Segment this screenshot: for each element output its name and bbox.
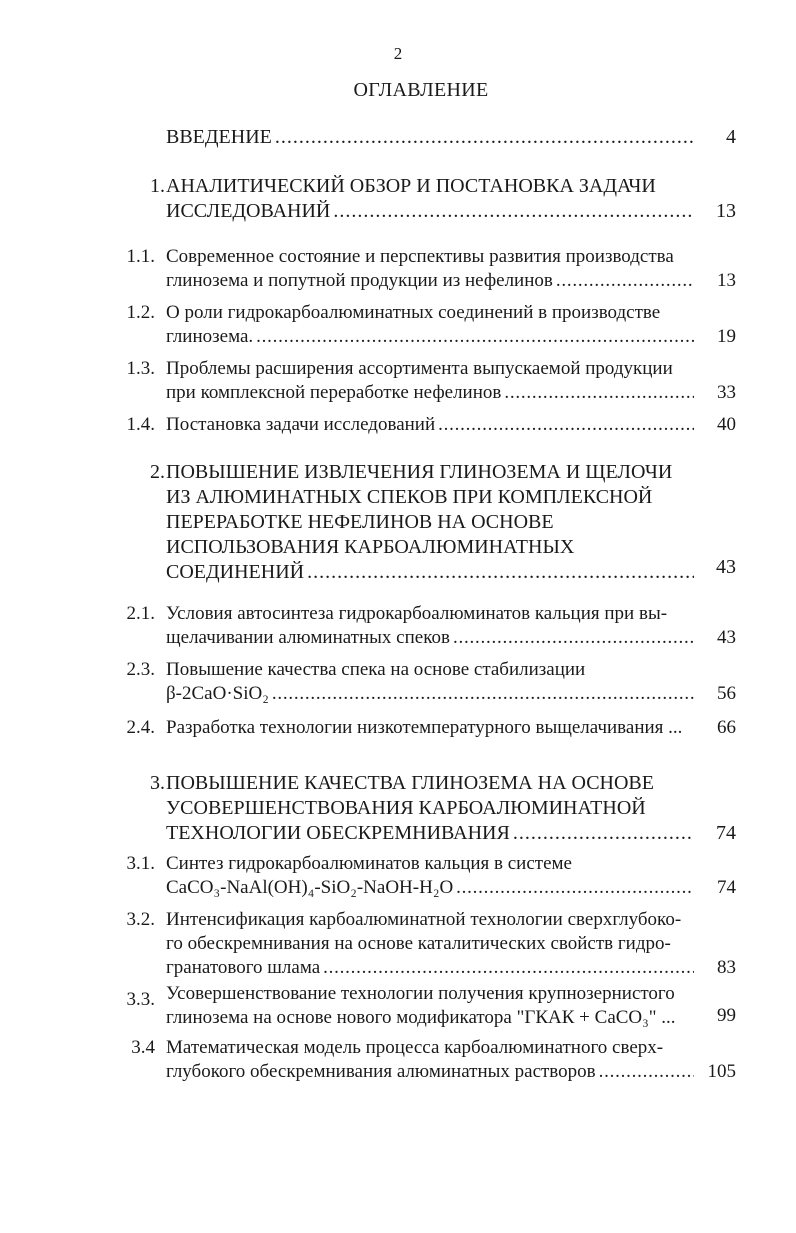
toc-entry-text: Проблемы расширения ассортимента выпускаемой продукции при комплексной переработке нефелинов . . .	[166, 357, 694, 405]
toc-entry-number: 1.4.	[126, 414, 155, 435]
toc-entry-number: 3.4	[131, 1037, 155, 1058]
dot-leader	[453, 626, 694, 650]
toc-entry-text: Разработка технологии низкотемпературного выщелачивания ...	[166, 717, 683, 738]
toc-page-number: 66	[717, 717, 736, 738]
toc-page-number: 43	[716, 556, 736, 578]
toc-page-number: 74	[716, 822, 736, 844]
toc-entry-text: Математическая модель процесса карбоалюминатного сверх- глубокого обескремнивания алюминатных растворов . . .	[166, 1036, 694, 1084]
toc-entry-number: 3.2.	[126, 909, 155, 930]
toc-page-number: 13	[716, 200, 736, 222]
toc-entry-number: 1.3.	[126, 358, 155, 379]
page-title: ОГЛАВЛЕНИЕ	[353, 79, 489, 101]
toc-entry-text: О роли гидрокарбоалюминатных соединений в производстве глинозема. . . .	[166, 301, 694, 349]
toc-entry-number: 1.1.	[126, 246, 155, 267]
toc-entry-text: Повышение качества спека на основе стабилизации β-2CaO·SiO₂ . . .	[166, 658, 694, 706]
dot-leader	[599, 1060, 694, 1084]
toc-page-number: 99	[717, 1005, 736, 1026]
dot-leader	[556, 269, 694, 293]
dot-leader	[275, 125, 694, 150]
toc-page-number: 43	[717, 627, 736, 648]
toc-entry-number: 2.	[150, 461, 165, 483]
toc-entry-text: ПОВЫШЕНИЕ ИЗВЛЕЧЕНИЯ ГЛИНОЗЕМА И ЩЕЛОЧИ ИЗ АЛЮМИНАТНЫХ СПЕКОВ ПРИ КОМПЛЕКСНОЙ ПЕРЕРАБОТКЕ НЕФЕЛИНОВ НА ОСНОВЕ ИСПОЛЬЗОВАНИЯ КАРБОАЛЮМИНАТНЫХ СОЕДИНЕНИЙ . . .	[166, 460, 694, 585]
toc-entry-text: ВВЕДЕНИЕ . . .	[166, 125, 694, 150]
toc-entry-text: Интенсификация карбоалюминатной технологии сверхглубоко- го обескремнивания на основе каталитических свойств гидро- гранатового шлама . . .	[166, 908, 694, 980]
toc-entry-number: 3.3.	[126, 989, 155, 1010]
dot-leader	[438, 413, 694, 437]
toc-page-number: 83	[717, 957, 736, 978]
toc-entry-text: Усовершенствование технологии получения крупнозернистого глинозема на основе нового модификатора "ГКАК + CaCO₃" ...	[166, 983, 676, 1028]
toc-entry-number: 2.1.	[126, 603, 155, 624]
toc-entry-text: Условия автосинтеза гидрокарбоалюминатов кальция при вы- щелачивании алюминатных спеков . . .	[166, 602, 694, 650]
toc-entry-number: 1.	[150, 175, 165, 197]
toc-page-number: 4	[726, 126, 736, 148]
toc-page-number: 105	[707, 1061, 736, 1082]
toc-page-number: 13	[717, 270, 736, 291]
toc-page-number: 74	[717, 877, 736, 898]
toc-page-number: 56	[717, 683, 736, 704]
page-number: 2	[393, 44, 403, 63]
toc-entry-text: ПОВЫШЕНИЕ КАЧЕСТВА ГЛИНОЗЕМА НА ОСНОВЕ УСОВЕРШЕНСТВОВАНИЯ КАРБОАЛЮМИНАТНОЙ ТЕХНОЛОГИИ ОБЕСКРЕМНИВАНИЯ . . .	[166, 771, 694, 846]
toc-entry-text: Синтез гидрокарбоалюминатов кальция в системе CaCO₃-NaAl(OH)₄-SiO₂-NaOH-H₂O . . .	[166, 852, 694, 900]
dot-leader	[456, 876, 694, 900]
dot-leader	[323, 956, 694, 980]
dot-leader	[513, 821, 694, 846]
dot-leader	[272, 682, 694, 706]
dot-leader	[307, 560, 694, 585]
toc-page-number: 40	[717, 414, 736, 435]
toc-page-number: 33	[717, 382, 736, 403]
toc-entry-text: Современное состояние и перспективы развития производства глинозема и попутной продукции из нефелинов . . .	[166, 245, 694, 293]
dot-leader	[333, 199, 694, 224]
toc-entry-number: 2.4.	[126, 717, 155, 738]
toc-entry-number: 1.2.	[126, 302, 155, 323]
toc-entry-text: АНАЛИТИЧЕСКИЙ ОБЗОР И ПОСТАНОВКА ЗАДАЧИ ИССЛЕДОВАНИЙ . . .	[166, 174, 694, 224]
toc-entry-number: 3.	[150, 772, 165, 794]
toc-entry-number: 3.1.	[126, 853, 155, 874]
toc-page-number: 19	[717, 326, 736, 347]
dot-leader	[256, 325, 694, 349]
toc-entry-number: 2.3.	[126, 659, 155, 680]
dot-leader	[504, 381, 694, 405]
toc-entry-text: Постановка задачи исследований . . .	[166, 413, 694, 437]
